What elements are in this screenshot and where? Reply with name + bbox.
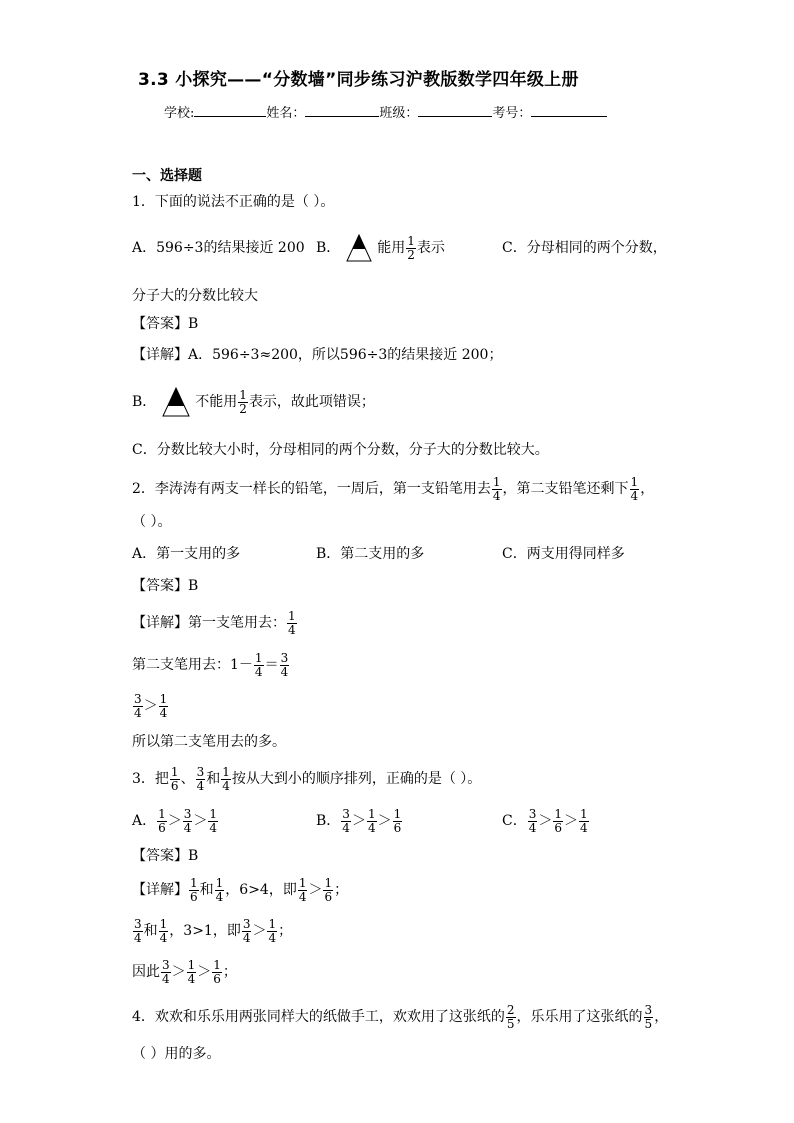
q3-detail2: $\frac{3}{4}$ 和 $\frac{1}{4}$ ，3>1，即 $\frac{3}{4}$ ＞ $\frac{1}{4}$ ； — [134, 916, 293, 945]
q4-stem-line2: （ ）用的多。 — [132, 1046, 221, 1062]
school-label: 学校: — [164, 106, 195, 121]
fraction-1-6: $\frac{1}{6}$ — [554, 806, 562, 835]
fraction-1-4: $\frac{1}{4}$ — [159, 916, 168, 945]
fraction-3-4: $\frac{3}{4}$ — [183, 806, 192, 835]
q4-stem-part1: 4．欢欢和乐乐用两张同样大的纸做手工，欢欢用了这张纸的 — [132, 1009, 505, 1025]
fraction-1-6: $\frac{1}{6}$ — [170, 764, 179, 793]
q3-option-a-label: A． — [132, 813, 157, 829]
q3-option-b: B． $\frac{3}{4}$ ＞ $\frac{1}{4}$ ＞ $\frac{1}{6}$ — [316, 806, 402, 835]
fraction-1-4: $\frac{1}{4}$ — [288, 608, 296, 637]
q2-detail2-text: 第二支笔用去：1－ — [132, 657, 253, 673]
student-info-line — [164, 102, 607, 124]
q2-detail2 — [132, 648, 290, 682]
fraction-1-2: $\frac{1}{2}$ — [407, 233, 415, 262]
q2-option-c: C．两支用得同样多 — [502, 546, 625, 562]
school-blank — [194, 102, 266, 117]
fraction-1-4: $\frac{1}{4}$ — [492, 474, 501, 503]
fraction-1-4: $\frac{1}{4}$ — [268, 916, 277, 945]
q1-option-b-text1: 能用 — [377, 240, 406, 256]
q1-option-b — [316, 232, 445, 264]
q2-stem-part1: 2．李涛涛有两支一样长的铅笔，一周后，第一支铅笔用去 — [132, 481, 491, 497]
q2-stem — [132, 472, 654, 506]
q3-detail-prefix: 【详解】 — [132, 882, 188, 898]
q3-detail1: 【详解】 $\frac{1}{6}$ 和 $\frac{1}{4}$ ，6>4，即 $\frac{1}{4}$ ＞ $\frac{1}{6}$ ； — [132, 875, 349, 904]
fraction-3-4: $\frac{3}{4}$ — [528, 806, 537, 835]
fraction-3-5: $\frac{3}{5}$ — [644, 1002, 653, 1031]
q3-detail3: 因此 $\frac{3}{4}$ ＞ $\frac{1}{4}$ ＞ $\frac{1}{6}$ ； — [132, 957, 237, 986]
q3-therefore: 因此 — [132, 964, 160, 980]
greater-than-sign: ＞ — [143, 698, 158, 714]
class-label: 班级： — [379, 106, 419, 121]
fraction-1-4: $\frac{1}{4}$ — [159, 691, 168, 720]
fraction-3-4: $\frac{3}{4}$ — [134, 916, 142, 945]
fraction-1-6: $\frac{1}{6}$ — [213, 957, 221, 986]
q1-answer: 【答案】B — [132, 316, 199, 332]
name-label: 姓名： — [266, 106, 306, 121]
triangle-half-shaded-icon — [345, 233, 373, 263]
fraction-1-6: $\frac{1}{6}$ — [158, 806, 166, 835]
fraction-1-4: $\frac{1}{4}$ — [209, 806, 218, 835]
q3-stem-suffix: 按从大到小的顺序排列，正确的是（ ）。 — [231, 771, 482, 787]
fraction-1-4: $\frac{1}{4}$ — [222, 764, 230, 793]
fraction-1-2: $\frac{1}{2}$ — [239, 387, 247, 416]
fraction-3-4: $\frac{3}{4}$ — [162, 957, 170, 986]
fraction-1-4: $\frac{1}{4}$ — [187, 957, 196, 986]
q2-conclusion: 所以第二支笔用去的多。 — [132, 734, 286, 750]
q3-option-a: A． $\frac{1}{6}$ ＞ $\frac{3}{4}$ ＞ $\frac{1}{4}$ — [132, 806, 218, 835]
q2-option-b: B．第二支用的多 — [316, 546, 425, 562]
q3-answer: 【答案】B — [132, 848, 199, 864]
fraction-3-4: $\frac{3}{4}$ — [196, 764, 205, 793]
q1-option-b-prefix: B． — [316, 240, 341, 256]
equals-sign: ＝ — [264, 657, 279, 673]
q3-stem — [132, 762, 481, 796]
q2-option-a: A．第一支用的多 — [132, 546, 241, 562]
fraction-3-4: $\frac{3}{4}$ — [280, 650, 289, 679]
fraction-1-6: $\frac{1}{6}$ — [393, 806, 402, 835]
fraction-1-4: $\frac{1}{4}$ — [367, 806, 376, 835]
class-blank — [418, 102, 492, 117]
fraction-1-6: $\frac{1}{6}$ — [324, 875, 333, 904]
q4-stem — [132, 1000, 668, 1034]
q2-stem-part3: ， — [640, 481, 655, 497]
q2-stem-line2: （ ）。 — [132, 514, 172, 530]
number-label: 考号： — [492, 106, 532, 121]
triangle-top-shaded-icon — [161, 386, 191, 418]
page-title: 3.3 小探究——“分数墙”同步练习沪教版数学四年级上册 — [138, 70, 579, 90]
fraction-3-4: $\frac{3}{4}$ — [242, 916, 251, 945]
q1-stem: 1．下面的说法不正确的是（ ）。 — [132, 194, 335, 210]
q1-option-c-line1: C．分母相同的两个分数， — [502, 240, 667, 256]
q1-option-c-line2: 分子大的分数比较大 — [132, 288, 258, 304]
q3-and: 和 — [206, 771, 221, 787]
fraction-1-6: $\frac{1}{6}$ — [190, 875, 198, 904]
q3-option-c-label: C． — [502, 813, 527, 829]
fraction-1-4: $\frac{1}{4}$ — [298, 875, 307, 904]
q1-option-a: A．596÷3的结果接近 200 — [132, 240, 305, 256]
q3-option-b-label: B． — [316, 813, 341, 829]
q1-detail-b — [132, 386, 375, 418]
q2-stem-part2: ，第二支铅笔还剩下 — [502, 481, 629, 497]
fraction-3-4: $\frac{3}{4}$ — [342, 806, 350, 835]
q3-stem-prefix: 3．把 — [132, 771, 169, 787]
q4-stem-part3: ， — [654, 1009, 669, 1025]
q2-compare — [132, 689, 169, 723]
name-blank — [305, 102, 379, 117]
q1-detail-b-text1: 不能用 — [195, 394, 238, 410]
q1-option-b-text2: 表示 — [416, 240, 445, 256]
fraction-1-4: $\frac{1}{4}$ — [254, 650, 263, 679]
fraction-2-5: $\frac{2}{5}$ — [506, 1002, 515, 1031]
section-title: 一、选择题 — [132, 168, 202, 184]
q1-detail-b-text2: 表示，故此项错误； — [248, 394, 375, 410]
q1-detail-c: C．分数比较大小时，分母相同的两个分数，分子大的分数比较大。 — [132, 442, 549, 458]
fraction-1-4: $\frac{1}{4}$ — [580, 806, 588, 835]
q2-detail1 — [132, 606, 298, 640]
fraction-1-4: $\frac{1}{4}$ — [215, 875, 224, 904]
q3-sep: 、 — [180, 771, 195, 787]
q2-detail1-text: 【详解】第一支笔用去： — [132, 615, 286, 631]
q1-detail-a: 【详解】A．596÷3≈200，所以596÷3的结果接近 200； — [132, 347, 503, 363]
number-blank — [531, 102, 607, 117]
q4-stem-part2: ，乐乐用了这张纸的 — [516, 1009, 643, 1025]
fraction-3-4: $\frac{3}{4}$ — [134, 691, 142, 720]
fraction-1-4: $\frac{1}{4}$ — [630, 474, 639, 503]
q3-option-c: C． $\frac{3}{4}$ ＞ $\frac{1}{6}$ ＞ $\frac{1}{4}$ — [502, 806, 588, 835]
q2-answer: 【答案】B — [132, 578, 199, 594]
q1-detail-b-prefix: B． — [132, 394, 157, 410]
